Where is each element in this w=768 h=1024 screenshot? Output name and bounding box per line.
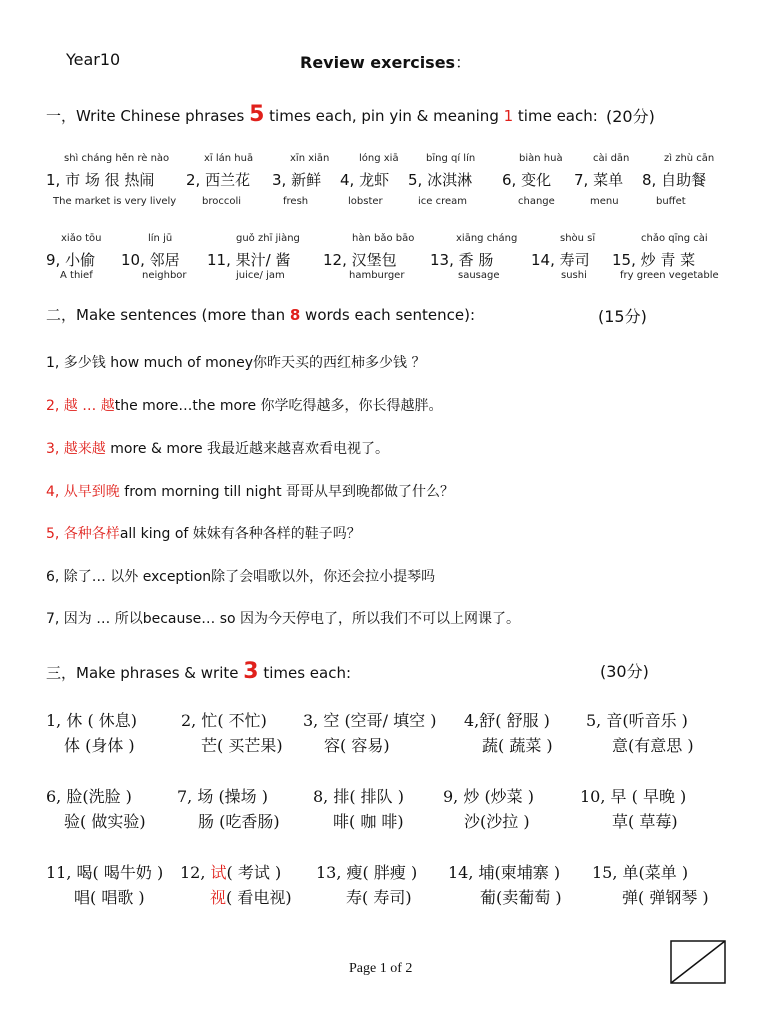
pinyin: lín jū — [148, 233, 173, 244]
phrase-bottom: 容( 容易) — [324, 736, 390, 755]
meaning: change — [518, 196, 555, 207]
phrase-bottom: 蔬( 蔬菜 ) — [482, 736, 553, 755]
sentence-text: exception除了会唱歌以外，你还会拉小提琴吗 — [138, 569, 436, 585]
page-title — [300, 50, 471, 73]
phrase-top: 15, 单(菜单 ) — [592, 863, 689, 882]
sentence-item — [46, 566, 435, 586]
section-3-score: (30分) — [600, 662, 649, 681]
phrase-bottom: 寿( 寿司) — [346, 888, 412, 907]
phrase-top: 11, 喝( 喝牛奶 ) — [46, 863, 164, 882]
pinyin: xiāng cháng — [456, 233, 518, 244]
meaning: broccoli — [202, 196, 242, 207]
phrase-top: 10, 早 ( 早晚 ) — [580, 787, 687, 806]
meaning: lobster — [348, 196, 383, 207]
section-1-score: (20分) — [606, 107, 655, 126]
chinese-phrase: 5, 冰淇淋 — [408, 171, 473, 189]
sentence-item — [46, 608, 520, 628]
phrase-top: 1, 休 ( 休息) — [46, 711, 138, 730]
year-label: Year10 — [66, 50, 121, 69]
sentence-keyword: 6, 除了… 以外 — [46, 569, 139, 585]
page-title-colon: ： — [455, 53, 472, 72]
page-number: Page 1 of 2 — [349, 961, 413, 976]
section-3-prefix: 三，Make phrases & write — [46, 664, 244, 682]
phrase-bottom: 体 (身体 ) — [64, 736, 135, 755]
sentence-item — [46, 395, 443, 415]
phrase-top-text: 12, 试( 考试 ) — [180, 863, 282, 882]
phrase-top: 7, 场 (操场 ) — [177, 787, 269, 806]
phrase-bottom: 啡( 咖 啡) — [333, 812, 404, 831]
phrase-bottom: 验( 做实验) — [64, 812, 146, 831]
phrase-bottom: 肠 (吃香肠) — [198, 812, 280, 831]
section-1-mid: times each, pin yin & meaning — [264, 107, 504, 125]
sentence-text: the more…the more 你学吃得越多，你长得越胖。 — [114, 398, 443, 414]
phrase-top: 3, 空 (空哥/ 填空 ) — [303, 711, 437, 730]
meaning: sushi — [561, 270, 587, 281]
chinese-phrase: 13, 香 肠 — [430, 251, 494, 269]
phrase-top: 13, 瘦( 胖瘦 ) — [316, 863, 418, 882]
meaning: fry green vegetable — [620, 270, 719, 281]
section-1-heading — [46, 102, 598, 127]
section-2-words: 8 — [289, 306, 301, 324]
chinese-phrase: 3, 新鲜 — [272, 171, 322, 189]
meaning: sausage — [458, 270, 500, 281]
pinyin: shòu sī — [560, 233, 596, 244]
phrase-top: 2, 忙( 不忙) — [181, 711, 267, 730]
sentence-keyword: 3, 越来越 — [46, 441, 106, 457]
sentence-text: because… so 因为今天停电了，所以我们不可以上网课了。 — [142, 611, 521, 627]
chinese-phrase: 4, 龙虾 — [340, 171, 390, 189]
box-diagonal — [671, 941, 725, 983]
section-1-prefix: 一，Write Chinese phrases — [46, 107, 250, 125]
sentence-text: how much of money你昨天买的西红柿多少钱 ？ — [105, 355, 426, 371]
chinese-phrase: 14, 寿司 — [531, 251, 590, 269]
chinese-phrase: 1, 市 场 很 热闹 — [46, 171, 155, 189]
phrase-top: 4,舒( 舒服 ) — [464, 711, 550, 730]
sentence-text: from morning till night 哥哥从早到晚都做了什么？ — [119, 484, 455, 500]
phrase-bottom: 沙(沙拉 ) — [464, 812, 530, 831]
pinyin: lóng xiā — [359, 153, 399, 164]
section-2-suffix: words each sentence): — [300, 306, 475, 324]
pinyin: shì cháng hěn rè nào — [64, 153, 170, 164]
sentence-keyword: 4, 从早到晚 — [46, 484, 120, 500]
sentence-item — [46, 352, 426, 372]
chinese-phrase: 7, 菜单 — [574, 171, 624, 189]
pinyin: cài dān — [593, 153, 630, 164]
section-3-suffix: times each: — [258, 664, 352, 682]
section-2-prefix: 二，Make sentences (more than — [46, 306, 290, 324]
meaning: fresh — [283, 196, 309, 207]
phrase-bottom: 葡(卖葡萄 ) — [480, 888, 562, 907]
phrase-top: 14, 埔(柬埔寨 ) — [448, 863, 561, 882]
phrase-bottom: 意(有意思 ) — [612, 736, 694, 755]
phrase-bottom: 视( 看电视) — [210, 888, 292, 907]
section-3-times: 3 — [243, 659, 259, 684]
sentence-keyword: 5, 各种各样 — [46, 526, 120, 542]
sentence-item — [46, 523, 361, 543]
phrase-top: 5, 音(听音乐 ) — [586, 711, 688, 730]
phrase-bottom: 弹( 弹钢琴 ) — [622, 888, 709, 907]
sentence-keyword: 2, 越 … 越 — [46, 398, 115, 414]
phrase-bottom: 草( 草莓) — [612, 812, 678, 831]
section-3-heading — [46, 659, 351, 684]
diagonal-box-icon — [670, 940, 726, 984]
pinyin: bīng qí lín — [426, 153, 476, 164]
phrase-bottom: 唱( 唱歌 ) — [74, 888, 145, 907]
phrase-top — [180, 860, 281, 883]
section-1-suffix: time each: — [513, 107, 598, 125]
chinese-phrase: 8, 自助餐 — [642, 171, 707, 189]
sentence-keyword: 1, 多少钱 — [46, 355, 106, 371]
pinyin: guǒ zhī jiàng — [236, 233, 300, 244]
pinyin: xī lán huā — [204, 153, 254, 164]
pinyin: xiǎo tōu — [61, 233, 102, 244]
pinyin: biàn huà — [519, 153, 563, 164]
chinese-phrase: 9, 小偷 — [46, 251, 96, 269]
chinese-phrase: 11, 果汁/ 酱 — [207, 251, 291, 269]
sentence-keyword: 7, 因为 … 所以 — [46, 611, 143, 627]
meaning: juice/ jam — [236, 270, 285, 281]
sentence-text: all king of 妹妹有各种各样的鞋子吗？ — [119, 526, 361, 542]
sentence-text: more & more 我最近越来越喜欢看电视了。 — [105, 441, 390, 457]
meaning: ice cream — [418, 196, 468, 207]
section-1-times: 5 — [249, 102, 265, 127]
chinese-phrase: 12, 汉堡包 — [323, 251, 397, 269]
chinese-phrase: 2, 西兰花 — [186, 171, 251, 189]
chinese-phrase: 10, 邻居 — [121, 251, 180, 269]
pinyin: chǎo qīng cài — [641, 233, 708, 244]
pinyin: xīn xiān — [290, 153, 330, 164]
phrase-bottom: 芒( 买芒果) — [201, 736, 283, 755]
phrase-top: 6, 脸(洗脸 ) — [46, 787, 132, 806]
phrase-top: 9, 炒 (炒菜 ) — [443, 787, 535, 806]
phrase-top: 8, 排( 排队 ) — [313, 787, 405, 806]
pinyin: zì zhù cān — [664, 153, 715, 164]
chinese-phrase: 15, 炒 青 菜 — [612, 251, 696, 269]
chinese-phrase: 6, 变化 — [502, 171, 552, 189]
meaning: The market is very lively — [53, 196, 177, 207]
pinyin: hàn bǎo bāo — [352, 233, 415, 244]
meaning: A thief — [60, 270, 93, 281]
meaning: buffet — [656, 196, 686, 207]
meaning: neighbor — [142, 270, 187, 281]
sentence-item — [46, 481, 454, 501]
meaning: hamburger — [349, 270, 405, 281]
section-1-once: 1 — [503, 107, 514, 125]
page-title-text: Review exercises — [300, 53, 456, 72]
meaning: menu — [590, 196, 619, 207]
section-2-heading — [46, 304, 475, 325]
sentence-item — [46, 438, 389, 458]
section-2-score: (15分) — [598, 307, 647, 326]
